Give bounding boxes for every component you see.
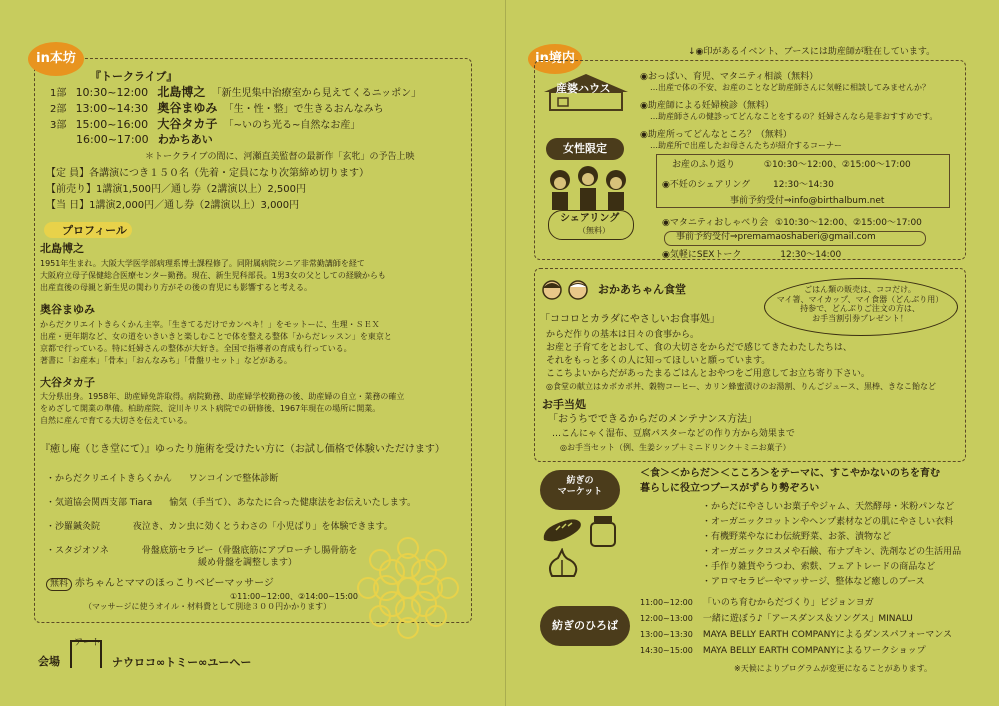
profile-name: 大谷タカ子 <box>40 375 95 389</box>
plaza-label: 紡ぎのひろば <box>540 606 630 646</box>
women-item: 事前予約受付⇒info@birthalbum.net <box>730 196 885 206</box>
plaza-row <box>640 630 952 646</box>
talk-desc: 「~いのち光る~自然なお産」 <box>223 120 361 131</box>
healing-desc: 夜泣き、カン虫に効くとうわさの「小児ばり」を体験できます。 <box>132 522 393 532</box>
profile-text: 京都で行っている。特に妊婦さんの整体が大好き。全国で指導者の育成も行っている。 <box>40 343 352 353</box>
healing-name: ・沙羅鍼灸院 <box>46 522 101 532</box>
women-item-row <box>672 160 911 171</box>
healing-desc: 緩め骨盤を調整します） <box>198 558 298 568</box>
garlic-icon <box>546 548 586 578</box>
sanba-item-title: ◉助産師による妊婦検診（無料） <box>640 101 774 111</box>
kitchen-menu: ◎食堂の献立はカボカボ丼、穀物コーヒー、カリン蜂蜜漬けのお湯割、りんごジュース、黒棒、きなこ飴など <box>546 382 937 391</box>
talk-row <box>50 101 384 117</box>
healing-row <box>46 498 416 509</box>
plaza-event: MAYA BELLY EARTH COMPANYによるワークショップ <box>702 646 926 656</box>
talk-row <box>50 117 360 133</box>
healing-row <box>46 546 357 557</box>
market-item: ・手作り雑貨やうつわ、索麩、フェアトレードの商品など <box>702 562 936 572</box>
kitchen-line: からだ作りの基本は日々の食事から。 <box>546 330 700 340</box>
talk-time: 15:00~16:00 <box>75 118 149 131</box>
talk-speaker: 北島博之 <box>157 85 206 99</box>
plaza-row <box>640 598 952 614</box>
teate-set: ◎お手当セット（例、生姜シップ＋ミニドリンク＋ミニお菓子） <box>560 443 791 452</box>
market-item: ・オーガニックコットンやヘンプ素材などの肌にやさしい衣料 <box>702 517 954 527</box>
market-item: ・有機野菜やなにわ伝統野菜、お茶、漬物など <box>702 532 892 542</box>
profile-text: 著書に「お産本」「骨本」「おんなみち」「骨盤リセット」などがある。 <box>40 355 292 365</box>
plaza-row <box>640 614 952 630</box>
sanba-item-title: ◉おっぱい、育児、マタニティ相談（無料） <box>640 72 819 82</box>
women-item-time: 12:30～14:30 <box>773 180 834 190</box>
profile-text: 出産直後の母親と新生児の関わり方がその後の育児にも影響すると考える。 <box>40 282 312 292</box>
plaza-time: 13:00~13:30 <box>640 630 693 639</box>
women-only-label: 女性限定 <box>546 138 624 160</box>
women-item-time: ①10:30～12:00、②15:00～17:00 <box>763 160 911 170</box>
healing-desc: 骨盤底筋セラピー（骨盤底筋にアプローチし腸骨筋を <box>141 546 358 556</box>
sanba-items <box>640 72 937 155</box>
talk-note: ＊トークライブの間に、河瀬直美監督の最新作「玄牝」の予告上映 <box>145 152 415 162</box>
grandmother-face-icon <box>566 278 590 300</box>
women-item: お産のふり返り <box>672 160 736 170</box>
women-item-row <box>662 250 841 261</box>
plaza-event: 一緒に遊ぼう♪「アースダンス＆ソングス」MINALU <box>702 614 913 624</box>
market-label-line: マーケット <box>557 487 603 498</box>
talk-row <box>76 133 213 148</box>
talk-part: 3部 <box>50 120 67 131</box>
plaza-time: 11:00~12:00 <box>640 598 693 607</box>
fee-line: 【定 員】各講演につき１５０名（先着・定員になり次第締め切ります） <box>46 168 369 179</box>
women-item: ◉気軽にSEXトーク <box>662 250 742 260</box>
sharing-free: （無料） <box>578 226 610 235</box>
sharing-label: シェアリング <box>560 213 620 224</box>
midwife-note: ↓◉印があるイベント、ブースには助産師が駐在しています。 <box>688 47 936 57</box>
baby-times: ①11:00~12:00、②14:00~15:00 <box>230 592 358 601</box>
sanba-item-sub: …助産所で出産したお母さんたちが紹介するコーナー <box>650 141 842 150</box>
sanba-item-title: ◉助産所ってどんなところ？（無料） <box>640 130 792 140</box>
plaza-schedule <box>640 598 952 662</box>
kitchen-text <box>546 330 870 382</box>
kitchen-line: それをもっと多くの人に知ってほしいと願っています。 <box>546 356 771 366</box>
market-title <box>640 468 940 498</box>
profile-name: 北島博之 <box>40 242 84 255</box>
talk-desc: 「新生児集中治療室から見えてくるニッポン」 <box>211 88 422 99</box>
bubble-line: ごはん類の販売は、ココだけ。 <box>804 285 916 294</box>
plaza-event: 「いのち育むからだづくり」ビジョンヨガ <box>702 598 874 608</box>
women-illustration <box>544 166 634 210</box>
profile-text: 1951年生まれ。大阪大学医学部病理系博士課程修了。同附属病院シニア非常勤講師を経て <box>40 258 365 268</box>
market-label <box>540 470 620 510</box>
kitchen-line: お産と子育てをとおして、食の大切さをからだで感じてきたわたしたちは、 <box>546 343 852 353</box>
sanba-item-sub: …助産師さんの健診ってどんなことをするの？妊婦さんなら是非おすすめです。 <box>650 112 938 121</box>
plaza-note: ※天候によりプログラムが変更になることがあります。 <box>734 664 932 673</box>
baby-massage-title: 赤ちゃんとママのほっこりベビーマッサージ <box>74 578 274 589</box>
talk-part: 2部 <box>50 104 67 115</box>
bubble-line: 持参で、どんぶりご注文の方は、 <box>800 304 920 314</box>
market-item: ・アロマセラピーやマッサージ、整体など癒しのブース <box>702 577 925 587</box>
badge-keidai: in境内 <box>528 44 582 74</box>
talk-title: 『トークライブ』 <box>90 70 178 83</box>
plaza-event: MAYA BELLY EARTH COMPANYによるダンスパフォーマンス <box>702 630 952 640</box>
teate-title: お手当処 <box>542 398 586 411</box>
women-item: ◉マタニティおしゃべり会 <box>662 218 769 228</box>
healing-row <box>46 474 278 485</box>
profile-text: からだクリエイトきらくかん主宰。「生きてるだけでカンペキ！」をモットーに、生理・ＳＥＸ <box>40 319 380 329</box>
market-title-line: 暮らしに役立つブースがずらり勢ぞろい <box>640 483 820 494</box>
talk-row <box>50 85 421 101</box>
profile-text: 大分県出身。1958年、助産婦免許取得。病院勤務、助産婦学校勤務の後、助産婦の自立・業務の確立 <box>40 392 405 402</box>
women-item-row <box>662 218 922 229</box>
healing-desc: ワンコインで整体診断 <box>188 474 279 484</box>
fee-list <box>46 168 369 216</box>
healing-desc: 愉気（手当て）、あなたに合った健康法をお伝えいたします。 <box>169 498 416 508</box>
profiles <box>40 242 404 428</box>
plaza-row <box>640 646 952 662</box>
plaza-time: 12:00~13:00 <box>640 614 693 623</box>
teate-sub: 「おうちでできるからだのメンテナンス方法」 <box>548 414 758 425</box>
talk-part: 1部 <box>50 88 67 99</box>
bubble-line: マイ箸、マイカップ、マイ食器（どんぶり用） <box>776 294 944 304</box>
fee-line: 【前売り】1講演1,500円／通し券（2講演以上）2,500円 <box>46 184 306 195</box>
talk-time: 16:00~17:00 <box>76 133 149 146</box>
talk-desc: 「生・性・整」で生きるおんなみち <box>223 104 384 115</box>
profile-text: をめざして開業の準備。柏助産院、淀川キリスト病院での研修後、1967年現在の場所に開業。 <box>40 404 381 414</box>
venue <box>38 650 60 669</box>
plaza-time: 14:30~15:00 <box>640 646 693 655</box>
kitchen-title: おかあちゃん食堂 <box>598 283 686 296</box>
baby-massage-row <box>46 578 274 591</box>
market-item: ・オーガニックコスメや石鹸、布ナプキン、洗剤などの生活用品 <box>702 547 962 557</box>
talk-time: 10:30~12:00 <box>75 86 149 99</box>
kitchen-line: ここちよいからだがあったまるごはんとおやつをご用意してお立ち寄り下さい。 <box>546 369 870 379</box>
healing-name: ・スタジオソネ <box>46 546 109 556</box>
page-fold <box>505 0 506 706</box>
venue-art: アート <box>74 638 101 648</box>
market-title-line: ＜食＞＜からだ＞＜こころ＞をテーマに、すこやかないのちを育む <box>640 468 940 479</box>
kitchen-sub: 「ココロとカラダにやさしいお食事処」 <box>540 314 720 325</box>
sanba-house-label: 産婆ハウス <box>556 82 611 95</box>
profile-text: 大阪府立母子保健総合医療センター勤務。現在、新生児科部長。1男3女の父としての経験からも <box>40 270 386 280</box>
bubble-line: お手当割引券プレゼント！ <box>812 313 908 323</box>
profile-label: プロフィール <box>62 224 127 237</box>
market-items <box>702 502 961 592</box>
profile-text: 自然に産んで育てる大切さを伝えている。 <box>40 416 192 426</box>
talk-speaker: わかちあい <box>157 133 213 146</box>
sanba-item-sub: …出産で体の不安、お産のことなど助産師さんに気軽に相談してみませんか？ <box>650 83 930 92</box>
kitchen-bubble-text <box>776 285 944 323</box>
healing-title: 『癒し庵（じき堂にて）』ゆったり施術を受けたい方に（お試し価格で体験いただけます） <box>40 444 445 455</box>
women-item: ◉不妊のシェアリング <box>662 180 751 190</box>
women-item-row <box>662 180 834 191</box>
market-label-line: 紡ぎの <box>566 476 594 486</box>
market-item: ・からだにやさしいお菓子やジャム、天然酵母・米粉パンなど <box>702 502 955 512</box>
venue-label: 会場 <box>38 655 60 668</box>
healing-name: ・気道協会関西支部 Tiara <box>46 498 153 508</box>
talk-speaker: 大谷タカ子 <box>157 117 218 131</box>
women-item: 事前予約受付⇒premamaoshaberi@gmail.com <box>676 232 876 242</box>
talk-time: 13:00~14:30 <box>75 102 149 115</box>
teate-text: …こんにゃく湿布、豆腐パスターなどの作り方から効果まで <box>552 429 795 439</box>
jar-icon <box>588 514 618 548</box>
healing-name: ・からだクリエイトきらくかん <box>46 474 172 484</box>
talk-speaker: 奥谷まゆみ <box>157 101 218 115</box>
badge-honbo: in本坊 <box>28 42 84 76</box>
mother-face-icon <box>540 278 564 300</box>
healing-row <box>46 522 393 533</box>
venue-name: ナウロコ∞トミー∞ユーヘー <box>112 656 252 669</box>
profile-name: 奥谷まゆみ <box>40 302 95 316</box>
free-badge: 無料 <box>46 578 72 591</box>
bread-icon <box>540 516 584 546</box>
fee-line: 【当 日】1講演2,000円／通し券（2講演以上）3,000円 <box>46 200 300 211</box>
women-item-time: ①10:30～12:00、②15:00～17:00 <box>775 218 922 228</box>
flower-doily <box>356 536 460 640</box>
profile-text: 出産・更年期など、女の道をいきいきと楽しむことで体を整える整体「からだレッスン」を東京と <box>40 331 392 341</box>
women-item-time: 12:30～14:00 <box>780 250 842 260</box>
baby-note: （マッサージに使うオイル・材料費として別途３００円かかります） <box>84 602 332 611</box>
